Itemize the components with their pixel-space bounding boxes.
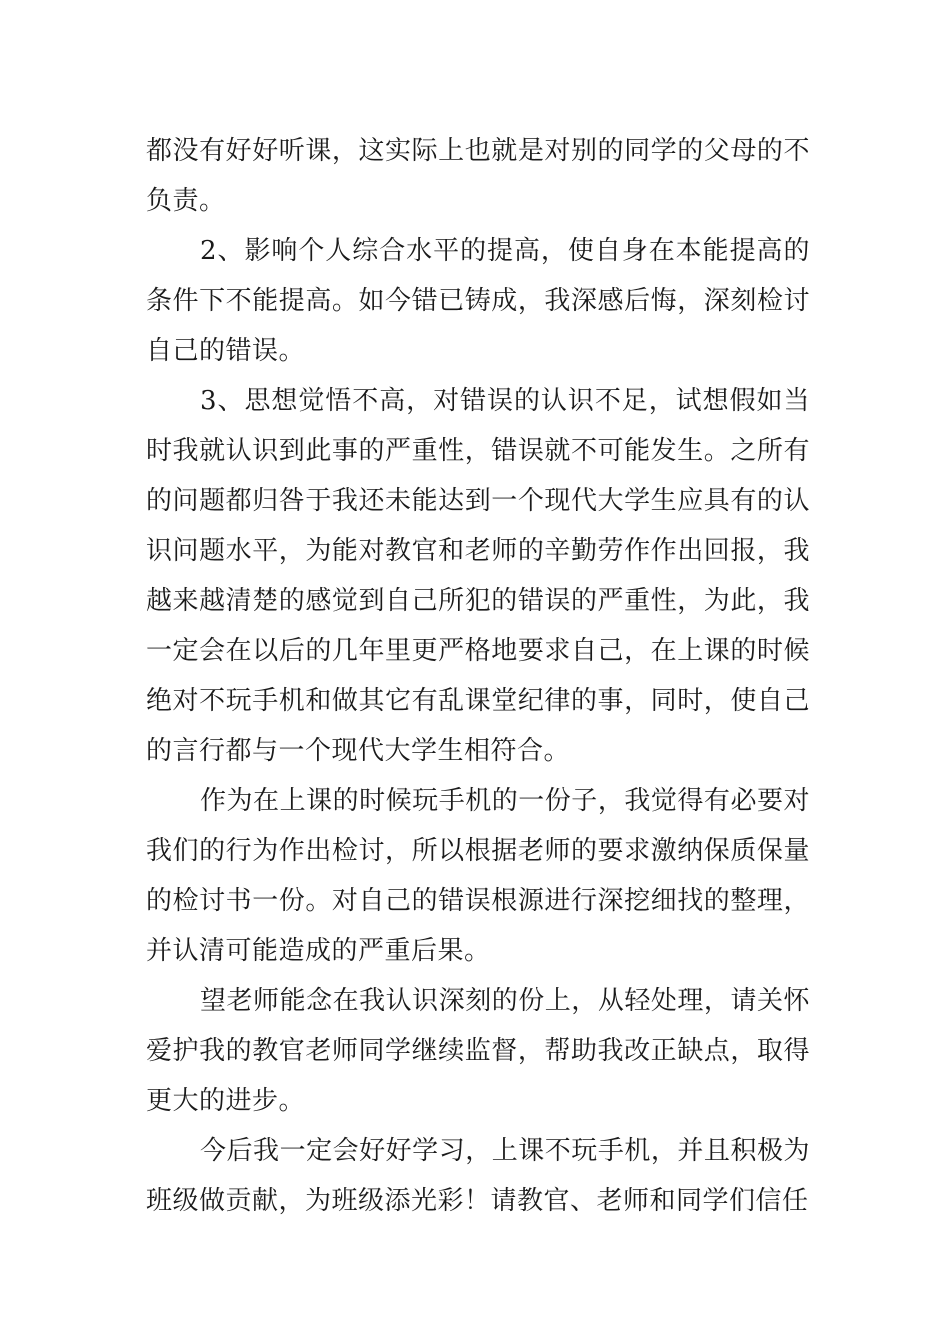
document-body [146,126,810,1226]
paragraph-continuation: 都没有好好听课，这实际上也就是对别的同学的父母的不负责。 [146,136,810,216]
paragraph-self-review: 作为在上课的时候玩手机的一份子，我觉得有必要对我们的行为作出检讨，所以根据老师的要求激纳保质保量的检讨书一份。对自己的错误根源进行深挖细找的整理，并认清可能造成的严重后果。 [146,786,810,966]
paragraph-promise: 今后我一定会好好学习，上课不玩手机，并且积极为班级做贡献，为班级添光彩！请教官、老师和同学们信任 [146,1136,810,1216]
paragraph-point-3: 3、思想觉悟不高，对错误的认识不足，试想假如当时我就认识到此事的严重性，错误就不可能发生。之所有的问题都归咎于我还未能达到一个现代大学生应具有的认识问题水平，为能对教官和老师的辛勤劳作作出回报，我越来越清楚的感觉到自己所犯的错误的严重性，为此，我一定会在以后的几年里更严格地要求自己，在上课的时候绝对不玩手机和做其它有乱课堂纪律的事，同时，使自己的言行都与一个现代大学生相符合。 [146,386,810,766]
paragraph-request: 望老师能念在我认识深刻的份上，从轻处理，请关怀爱护我的教官老师同学继续监督，帮助我改正缺点，取得更大的进步。 [146,986,810,1116]
paragraph-point-2: 2、影响个人综合水平的提高，使自身在本能提高的条件下不能提高。如今错已铸成，我深感后悔，深刻检讨自己的错误。 [146,236,810,366]
